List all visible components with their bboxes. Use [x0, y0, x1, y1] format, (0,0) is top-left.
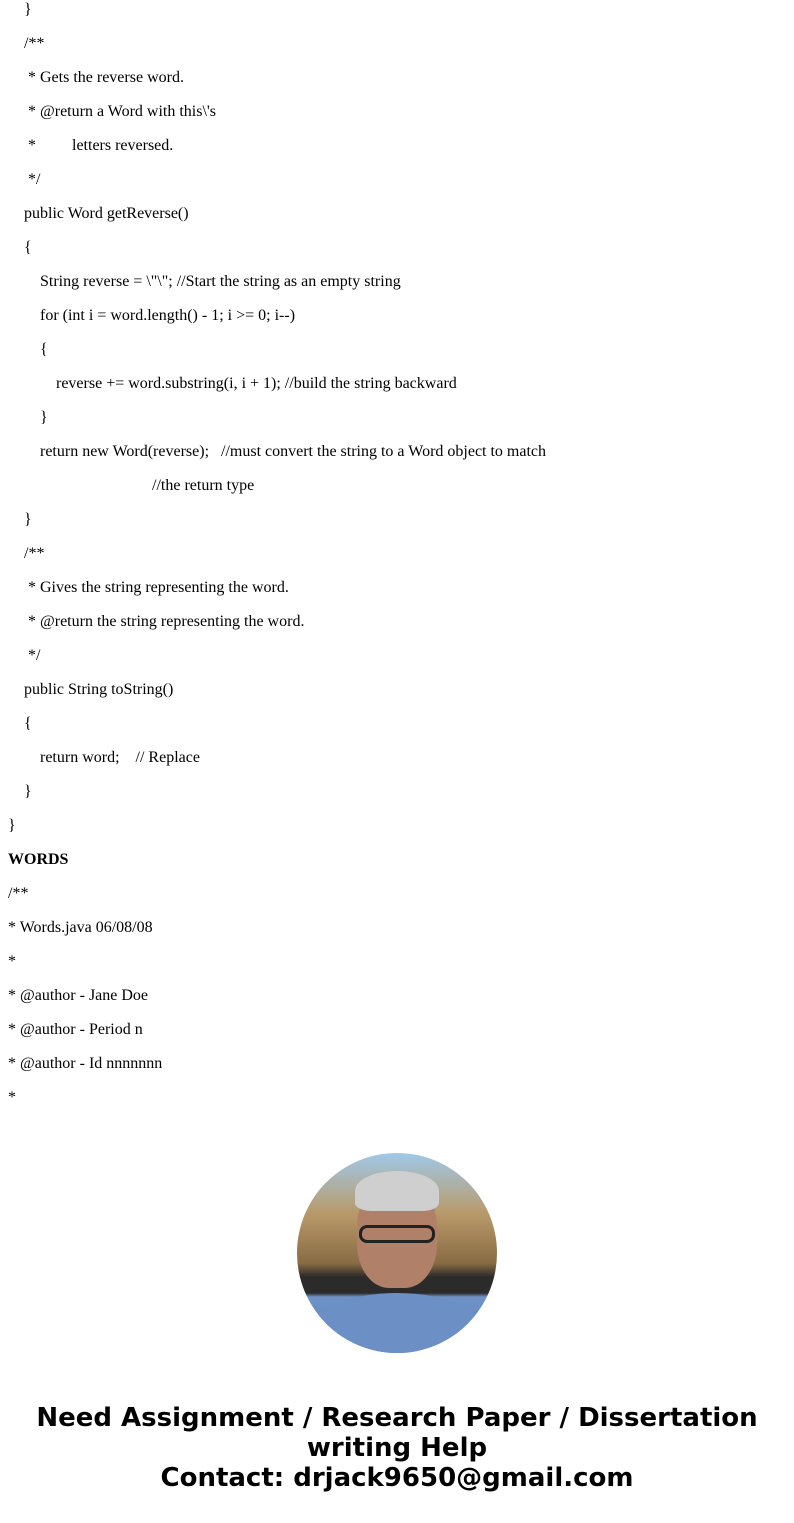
code-line: * Gives the string representing the word.: [8, 579, 289, 596]
banner-line-3: Contact: drjack9650@gmail.com: [160, 1463, 634, 1493]
code-line: {: [8, 341, 48, 358]
code-line: *: [8, 953, 16, 970]
code-line: return word; // Replace: [8, 749, 200, 766]
photo-hair: [355, 1171, 439, 1211]
code-line: {: [8, 715, 32, 732]
author-photo: [297, 1153, 497, 1353]
code-line: *: [8, 1089, 16, 1106]
code-line: * letters reversed.: [8, 137, 174, 154]
code-line: }: [8, 511, 32, 528]
code-line: reverse += word.substring(i, i + 1); //build the string backward: [8, 375, 457, 392]
code-line: /**: [8, 35, 45, 52]
contact-banner: [0, 1403, 794, 1493]
code-line: * @return the string representing the word.: [8, 613, 305, 630]
code-line: String reverse = \"\"; //Start the string as an empty string: [8, 273, 401, 290]
banner-line-2: writing Help: [306, 1433, 488, 1463]
code-line: }: [8, 1, 32, 18]
code-line: */: [8, 171, 41, 188]
code-line: //the return type: [8, 477, 255, 494]
code-line: /**: [8, 885, 29, 902]
photo-glasses: [359, 1225, 435, 1243]
code-line: }: [8, 409, 48, 426]
code-line: {: [8, 239, 32, 256]
code-line: * @return a Word with this\'s: [8, 103, 217, 120]
photo-shirt: [307, 1293, 487, 1353]
code-line: */: [8, 647, 41, 664]
code-line: for (int i = word.length() - 1; i >= 0; i--): [8, 307, 296, 324]
section-heading: WORDS: [8, 851, 69, 868]
code-line: public String toString(): [8, 681, 174, 698]
code-line: }: [8, 783, 32, 800]
code-line: public Word getReverse(): [8, 205, 189, 222]
code-line: * Gets the reverse word.: [8, 69, 184, 86]
code-line: * @author - Jane Doe: [8, 987, 149, 1004]
code-line: * @author - Id nnnnnnn: [8, 1055, 163, 1072]
code-line: * Words.java 06/08/08: [8, 919, 153, 936]
code-line: }: [8, 817, 16, 834]
banner-line-1: Need Assignment / Research Paper / Dissertation: [36, 1403, 758, 1433]
code-line: /**: [8, 545, 45, 562]
code-line: return new Word(reverse); //must convert the string to a Word object to match: [8, 443, 547, 460]
code-line: * @author - Period n: [8, 1021, 143, 1038]
